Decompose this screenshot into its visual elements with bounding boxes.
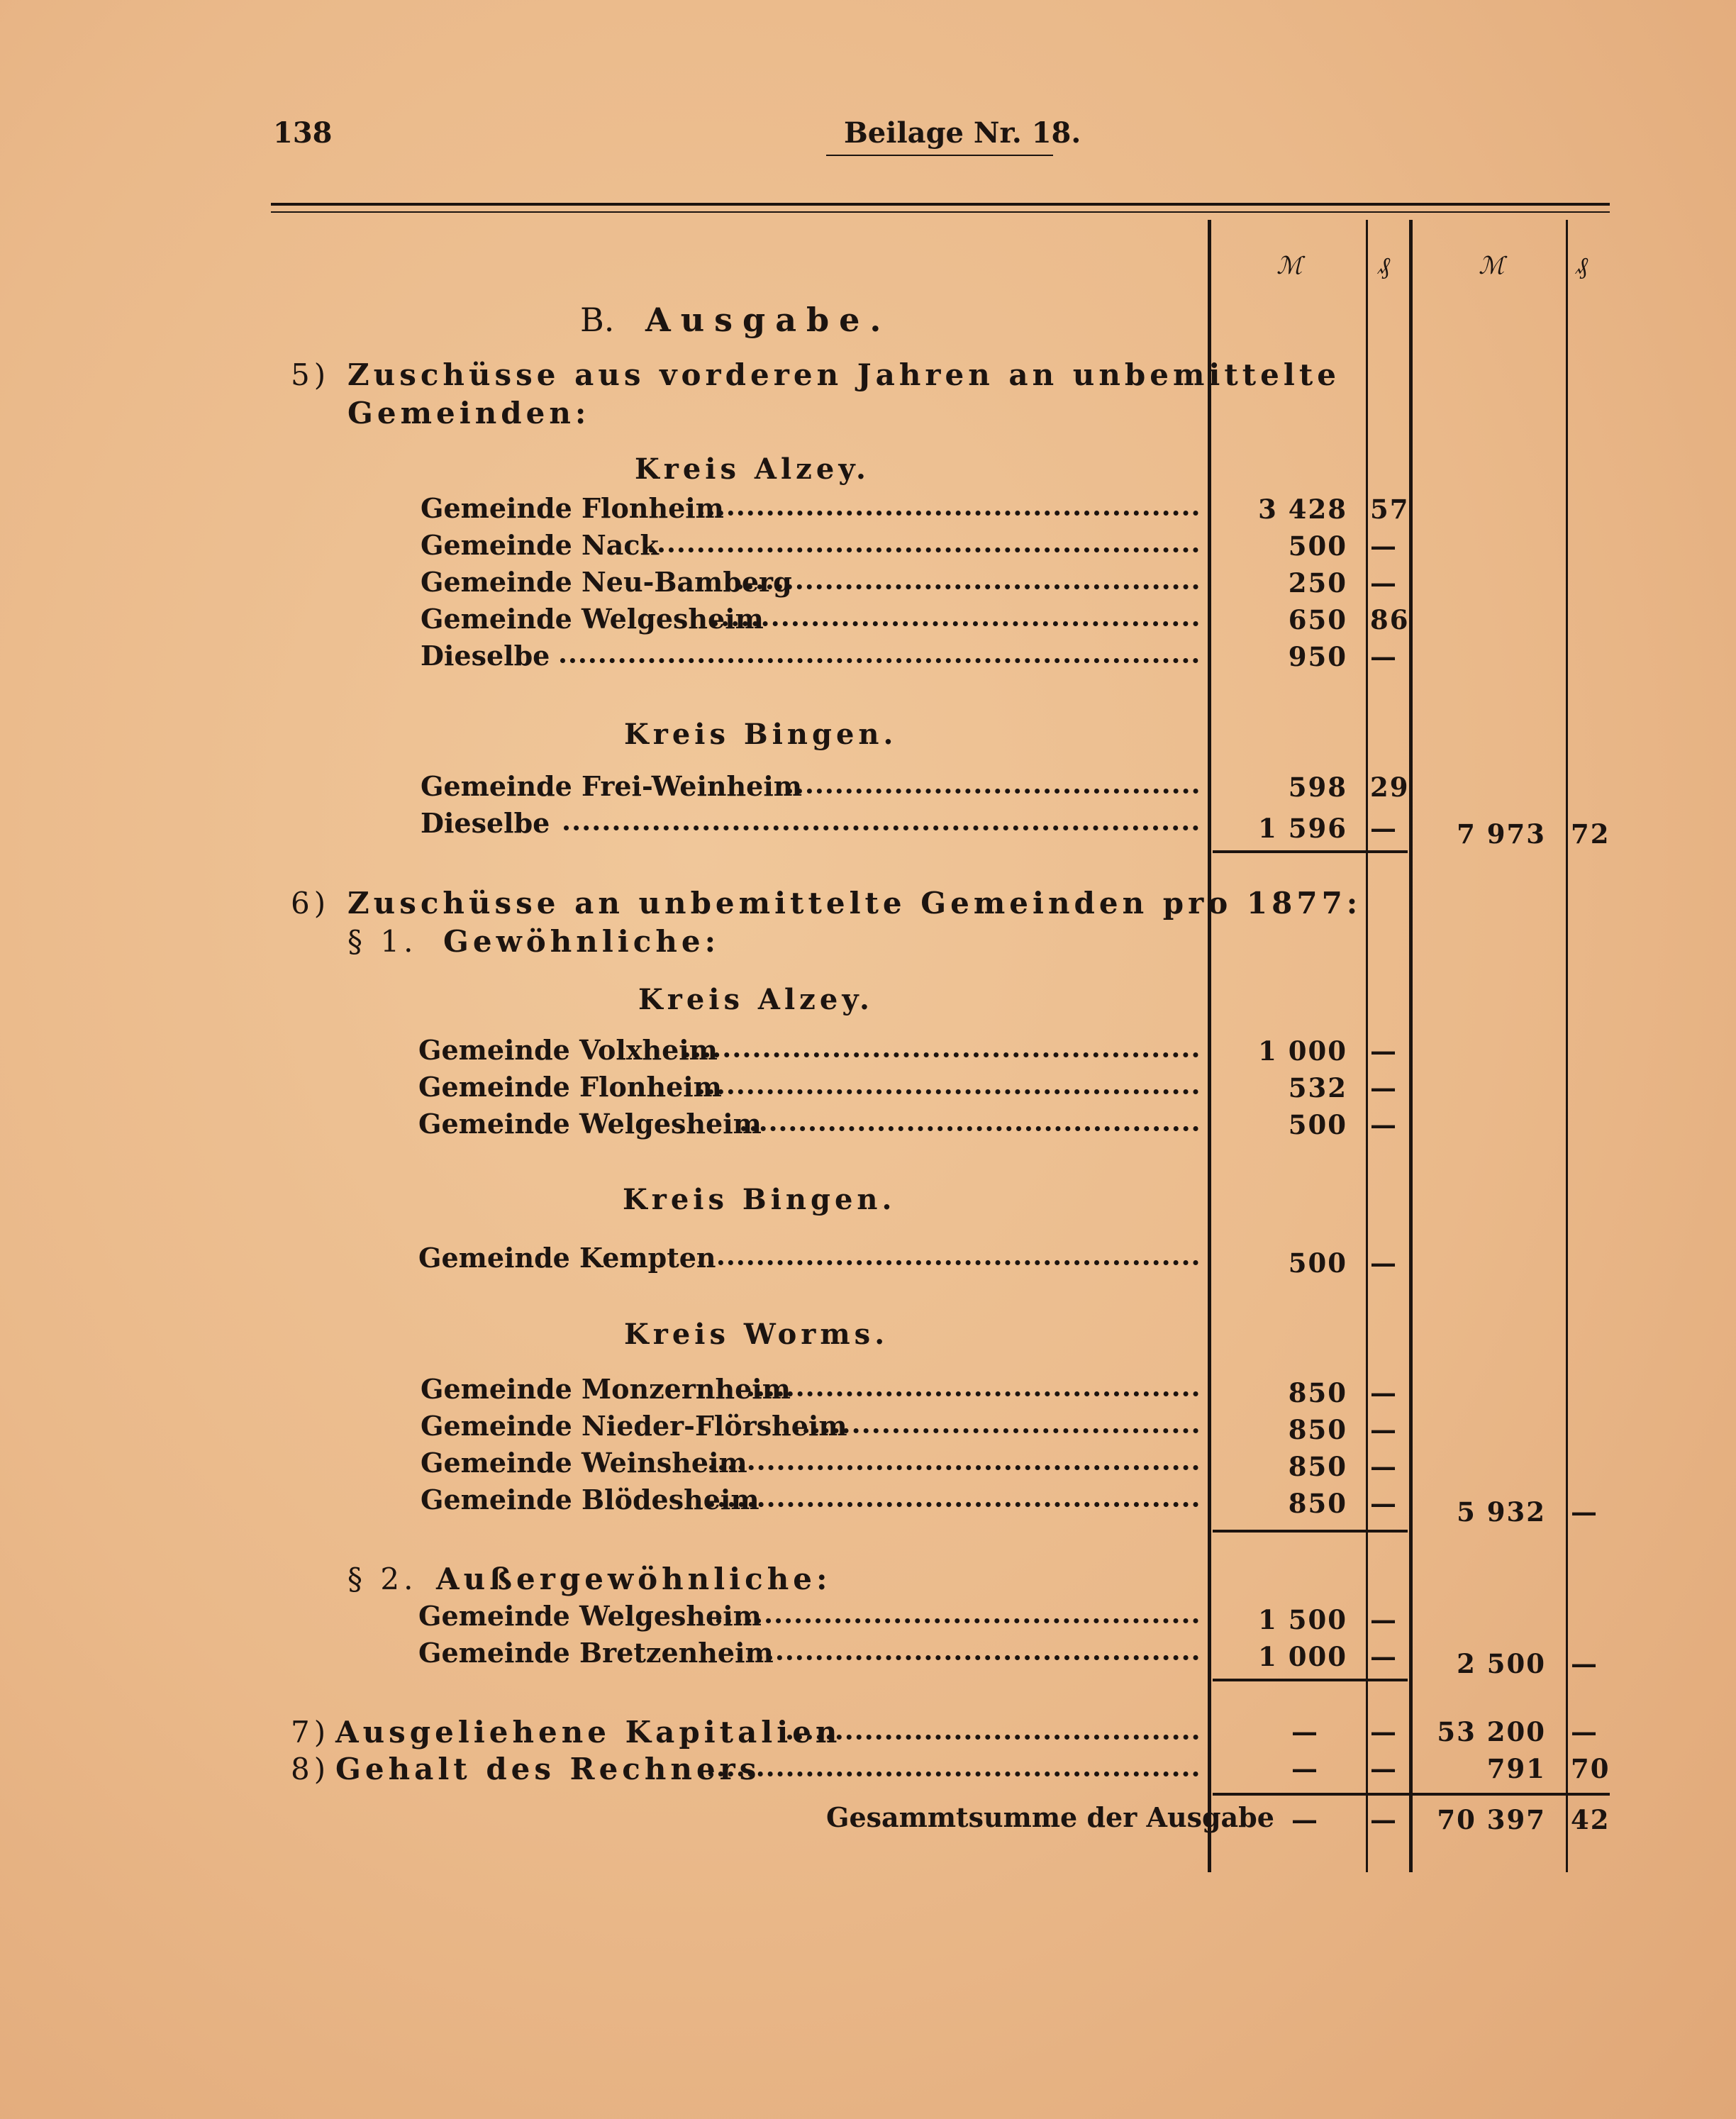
district-heading: Kreis Bingen. xyxy=(624,718,898,751)
subsection-title: Gewöhnliche: xyxy=(443,924,720,959)
amount-pfennig: — xyxy=(1370,1414,1398,1445)
amount-pfennig: — xyxy=(1370,1488,1398,1519)
amount-mark: 500 xyxy=(1288,1109,1347,1140)
grand-total-sum-pfennig: 42 xyxy=(1571,1804,1610,1835)
amount-pfennig: 86 xyxy=(1370,604,1410,635)
leader-dots xyxy=(709,1465,1198,1470)
row-label: Gemeinde Weinsheim xyxy=(421,1447,747,1479)
subsection-label: § 2. xyxy=(347,1562,418,1596)
item-total-pfennig: 70 xyxy=(1571,1753,1610,1784)
item-number: 7) xyxy=(291,1715,330,1750)
row-label: Dieselbe xyxy=(421,807,550,839)
leader-dots xyxy=(738,1655,1198,1660)
amount-pfennig: — xyxy=(1370,1072,1398,1103)
amount-mark: 650 xyxy=(1288,604,1347,635)
district-heading: Kreis Bingen. xyxy=(623,1183,896,1216)
section-label: B. xyxy=(580,301,615,339)
row-label: Gemeinde Flonheim xyxy=(421,492,724,524)
item-total-mark: 53 200 xyxy=(1437,1716,1546,1747)
row-label: Gemeinde Volxheim xyxy=(418,1034,718,1066)
amount-pfennig: — xyxy=(1370,813,1398,844)
leader-dots xyxy=(699,511,1198,516)
item-number: 6) xyxy=(291,886,330,921)
subsection-title: Außergewöhnliche: xyxy=(436,1562,832,1596)
leader-dots xyxy=(649,547,1198,552)
amount-pfennig: — xyxy=(1370,1451,1398,1482)
row-label: Gemeinde Bretzenheim xyxy=(418,1637,774,1669)
row-label: Gemeinde Neu-Bamberg xyxy=(421,566,792,598)
amount-pfennig: — xyxy=(1370,641,1398,672)
leader-dots xyxy=(741,1126,1198,1131)
amount-pfennig: — xyxy=(1370,1753,1398,1784)
leader-dots xyxy=(738,584,1198,589)
row-label: Gemeinde Welgesheim xyxy=(418,1600,762,1632)
top-rule-thin xyxy=(271,211,1610,213)
amount-mark: 1 000 xyxy=(1258,1035,1347,1067)
leader-dots xyxy=(784,1428,1198,1433)
column-divider-pf1 xyxy=(1366,220,1368,1872)
item-title-continued: Gemeinden: xyxy=(347,396,591,430)
row-label: Gemeinde Welgesheim xyxy=(418,1108,762,1140)
row-label: Gemeinde Kempten xyxy=(418,1242,716,1274)
amount-pfennig: — xyxy=(1370,1641,1398,1672)
amount-mark: 850 xyxy=(1288,1451,1347,1482)
leader-dots xyxy=(713,621,1198,626)
item-total-mark: 791 xyxy=(1486,1753,1546,1784)
column-divider-sum xyxy=(1409,220,1413,1872)
item-number: 8) xyxy=(291,1752,330,1786)
grand-total-label: Gesammtsumme der Ausgabe xyxy=(826,1801,1274,1833)
leader-dots xyxy=(716,1618,1198,1623)
amount-mark: 532 xyxy=(1288,1072,1347,1103)
item-total-pfennig: — xyxy=(1571,1716,1598,1747)
page-title: Beilage Nr. 18. xyxy=(844,116,1081,150)
column-header-mark: ℳ xyxy=(1276,252,1303,280)
subtotal-rule xyxy=(1213,1679,1408,1681)
district-heading: Kreis Alzey. xyxy=(638,983,874,1016)
amount-mark: 850 xyxy=(1288,1414,1347,1445)
amount-pfennig: 57 xyxy=(1370,494,1410,525)
leader-dots xyxy=(787,1735,1198,1740)
amount-mark: 950 xyxy=(1288,641,1347,672)
row-label: Gemeinde Nack xyxy=(421,529,659,561)
column-header-pfennig-2: ₰ xyxy=(1576,252,1588,280)
leader-dots xyxy=(748,1391,1198,1396)
item-number: 5) xyxy=(291,357,330,392)
subsection-total-pfennig: — xyxy=(1571,1496,1598,1528)
item-title: Zuschüsse aus vorderen Jahren an unbemittelte xyxy=(347,357,1340,392)
amount-pfennig: — xyxy=(1370,1604,1398,1635)
amount-pfennig: — xyxy=(1370,567,1398,599)
subsection-total-mark: 5 932 xyxy=(1457,1496,1546,1528)
amount-mark: 1 596 xyxy=(1258,813,1347,844)
amount-mark: 850 xyxy=(1288,1488,1347,1519)
amount-mark: 250 xyxy=(1288,567,1347,599)
column-header-mark-2: ℳ xyxy=(1479,252,1505,280)
leader-dots xyxy=(699,1260,1198,1265)
amount-pfennig: — xyxy=(1370,1035,1398,1067)
leader-dots xyxy=(564,825,1198,830)
amount-mark: 500 xyxy=(1288,530,1347,562)
grand-total-mark: — xyxy=(1291,1804,1319,1835)
top-rule xyxy=(271,203,1610,206)
subtotal-rule xyxy=(1213,850,1408,853)
grand-total-rule xyxy=(1213,1793,1610,1796)
amount-mark: 598 xyxy=(1288,772,1347,803)
column-divider-pf2 xyxy=(1566,220,1568,1872)
item-title: Zuschüsse an unbemittelte Gemeinden pro 1877: xyxy=(347,886,1362,921)
subsection-label: § 1. xyxy=(347,924,418,959)
leader-dots xyxy=(699,1089,1198,1094)
column-header-pfennig: ₰ xyxy=(1378,252,1390,280)
amount-mark: — xyxy=(1291,1753,1319,1784)
column-divider-main xyxy=(1208,220,1211,1872)
leader-dots xyxy=(684,1052,1198,1057)
district-heading: Kreis Alzey. xyxy=(635,452,870,486)
subsection-total-pfennig: — xyxy=(1571,1648,1598,1679)
amount-mark: 850 xyxy=(1288,1377,1347,1408)
amount-mark: — xyxy=(1291,1716,1319,1747)
subtotal-rule xyxy=(1213,1530,1408,1533)
leader-dots xyxy=(787,789,1198,794)
row-label: Gemeinde Frei-Weinheim xyxy=(421,770,802,802)
page-number: 138 xyxy=(273,116,333,150)
row-label: Gemeinde Monzernheim xyxy=(421,1373,791,1405)
amount-mark: 1 000 xyxy=(1258,1641,1347,1672)
grand-total-sum-mark: 70 397 xyxy=(1437,1804,1546,1835)
amount-pfennig: — xyxy=(1370,530,1398,562)
leader-dots xyxy=(560,658,1198,663)
amount-mark: 500 xyxy=(1288,1247,1347,1279)
row-label: Gemeinde Blödesheim xyxy=(421,1484,760,1515)
item-total-mark: 7 973 xyxy=(1457,818,1546,850)
amount-pfennig: 29 xyxy=(1370,772,1410,803)
row-label: Gemeinde Welgesheim xyxy=(421,603,764,635)
amount-pfennig: — xyxy=(1370,1247,1398,1279)
subsection-total-mark: 2 500 xyxy=(1457,1648,1546,1679)
district-heading: Kreis Worms. xyxy=(624,1318,889,1351)
item-title: Ausgeliehene Kapitalien xyxy=(335,1715,842,1750)
item-title: Gehalt des Rechners xyxy=(335,1752,761,1786)
section-title: Ausgabe. xyxy=(645,301,891,339)
amount-mark: 1 500 xyxy=(1258,1604,1347,1635)
grand-total-pfennig: — xyxy=(1370,1804,1398,1835)
leader-dots xyxy=(709,1502,1198,1507)
title-underline xyxy=(826,155,1053,156)
leader-dots xyxy=(699,1772,1198,1776)
row-label: Gemeinde Nieder-Flörsheim xyxy=(421,1410,847,1442)
amount-pfennig: — xyxy=(1370,1377,1398,1408)
item-total-pfennig: 72 xyxy=(1571,818,1610,850)
row-label: Dieselbe xyxy=(421,640,550,672)
amount-pfennig: — xyxy=(1370,1109,1398,1140)
row-label: Gemeinde Flonheim xyxy=(418,1071,722,1103)
amount-pfennig: — xyxy=(1370,1716,1398,1747)
amount-mark: 3 428 xyxy=(1258,494,1347,525)
